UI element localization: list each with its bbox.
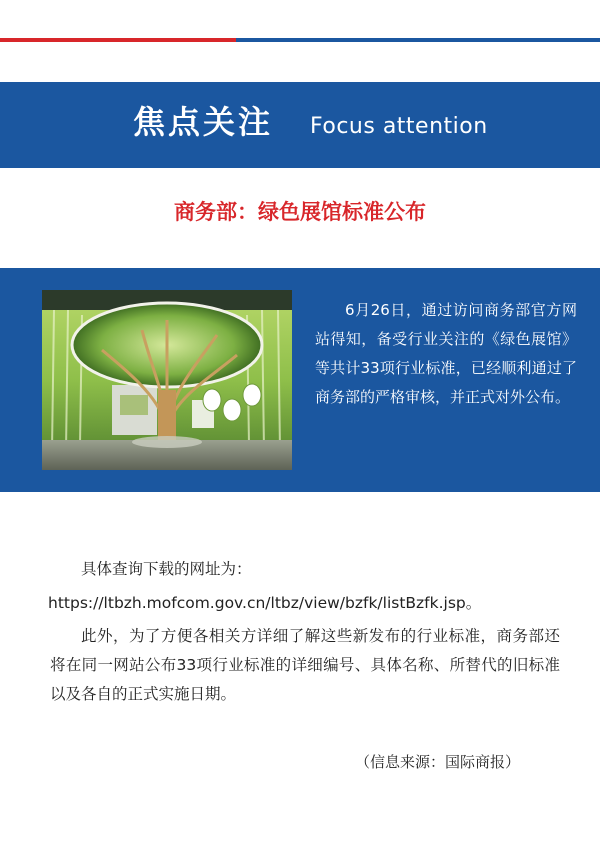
- top-divider-rule: [0, 38, 600, 42]
- exhibition-hall-photo: [42, 290, 292, 470]
- article-headline: 商务部：绿色展馆标准公布: [174, 200, 426, 224]
- section-subtitle: Focus attention: [310, 114, 488, 139]
- query-intro-paragraph: 具体查询下载的网址为：: [81, 560, 252, 578]
- download-url-link[interactable]: https://ltbzh.mofcom.gov.cn/ltbz/view/bzfk/listBzfk.jsp。: [48, 594, 482, 612]
- details-paragraph: 此外，为了方便各相关方详细了解这些新发布的行业标准，商务部还将在同一网站公布33项行业标准的详细编号、具体名称、所替代的旧标准以及各自的正式实施日期。: [50, 627, 560, 703]
- section-title: 焦点关注: [133, 103, 274, 141]
- source-credit: （信息来源：国际商报）: [354, 753, 520, 771]
- top-rule-red-segment: [0, 38, 236, 42]
- feature-band: [0, 268, 600, 492]
- section-header-band: [0, 82, 600, 168]
- feature-paragraph: 6月26日，通过访问商务部官方网站得知，备受行业关注的《绿色展馆》等共计33项行业标准，已经顺利通过了商务部的严格审核，并正式对外公布。: [315, 301, 577, 406]
- top-rule-blue-segment: [236, 38, 600, 42]
